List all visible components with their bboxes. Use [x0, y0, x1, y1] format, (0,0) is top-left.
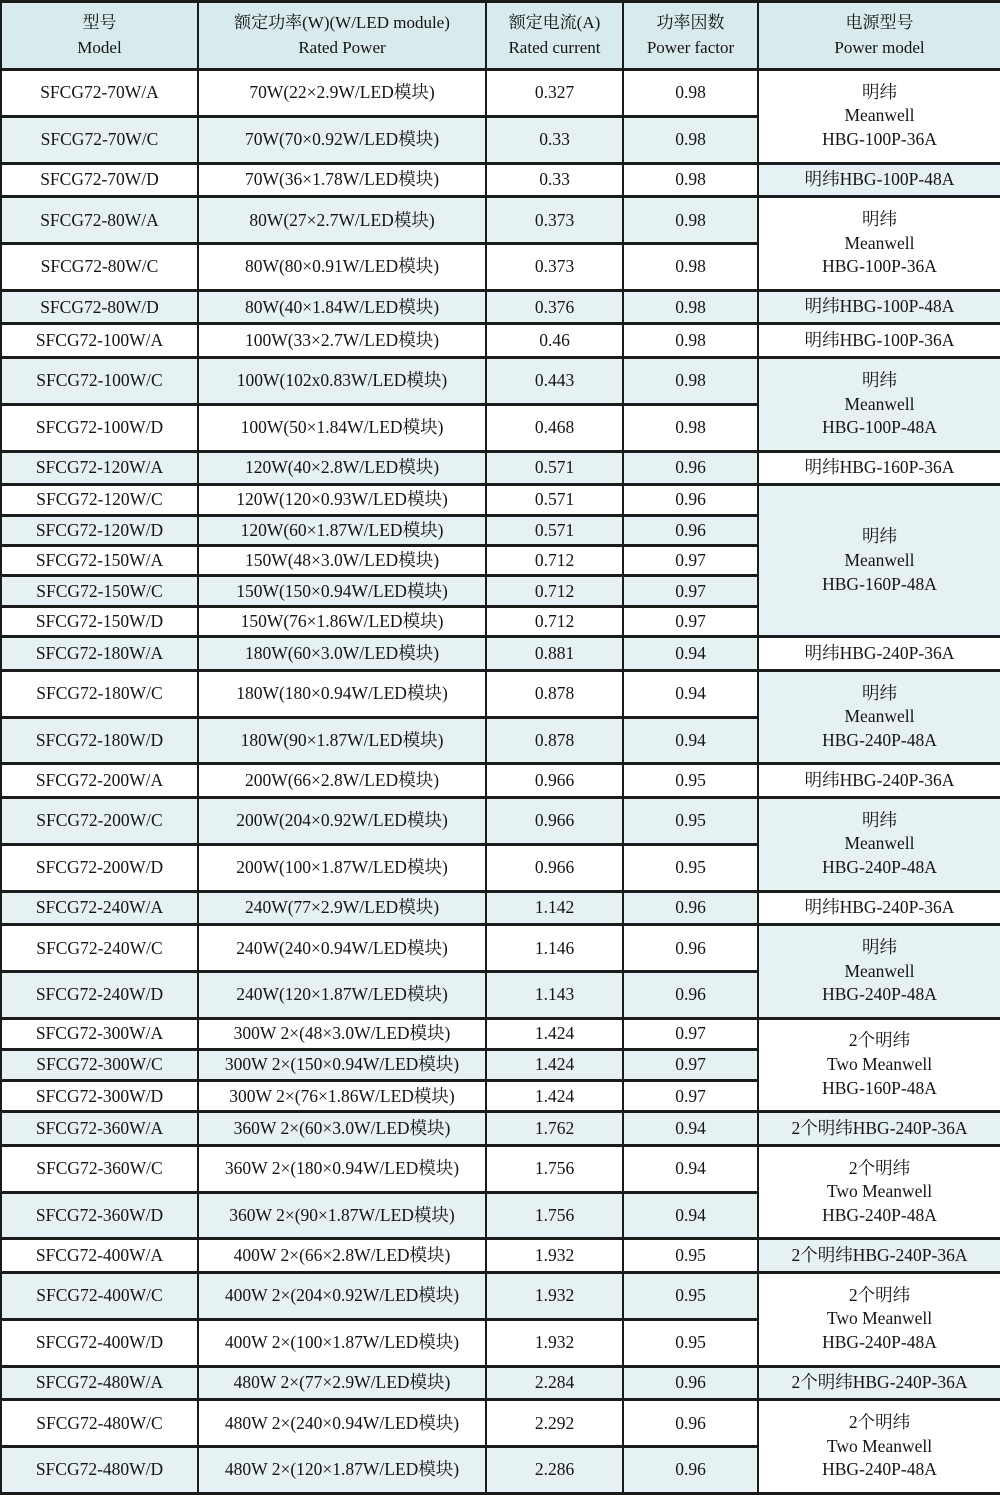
rated-power-cell: 100W(50×1.84W/LED模块)	[198, 404, 486, 451]
model-cell: SFCG72-80W/A	[1, 197, 198, 244]
rated-power-cell: 360W 2×(60×3.0W/LED模块)	[198, 1112, 486, 1146]
table-row	[1, 197, 1000, 244]
rated-power-cell: 70W(70×0.92W/LED模块)	[198, 116, 486, 163]
power-model-cell: 明纬 Meanwell HBG-100P-48A	[758, 358, 1000, 452]
table-row	[1, 637, 1000, 671]
model-cell: SFCG72-300W/A	[1, 1018, 198, 1049]
power-factor-cell: 0.98	[623, 243, 758, 290]
rated-power-cell: 80W(27×2.7W/LED模块)	[198, 197, 486, 244]
rated-power-cell: 200W(66×2.8W/LED模块)	[198, 764, 486, 798]
power-model-cell: 明纬 Meanwell HBG-240P-48A	[758, 798, 1000, 892]
model-cell: SFCG72-120W/D	[1, 515, 198, 545]
table-row	[1, 925, 1000, 972]
rated-current-cell: 0.712	[486, 606, 623, 636]
model-cell: SFCG72-200W/C	[1, 798, 198, 845]
rated-current-cell: 0.571	[486, 515, 623, 545]
model-cell: SFCG72-360W/A	[1, 1112, 198, 1146]
power-model-cell: 明纬HBG-240P-36A	[758, 637, 1000, 671]
power-model-cell: 明纬HBG-100P-48A	[758, 163, 1000, 197]
rated-power-cell: 70W(22×2.9W/LED模块)	[198, 70, 486, 117]
table-row	[1, 1366, 1000, 1400]
rated-power-cell: 400W 2×(100×1.87W/LED模块)	[198, 1319, 486, 1366]
rated-power-cell: 180W(60×3.0W/LED模块)	[198, 637, 486, 671]
rated-current-cell: 2.284	[486, 1366, 623, 1400]
power-model-cell: 明纬HBG-160P-36A	[758, 451, 1000, 485]
rated-current-cell: 0.878	[486, 717, 623, 764]
power-factor-cell: 0.98	[623, 116, 758, 163]
power-factor-cell: 0.95	[623, 1273, 758, 1320]
model-cell: SFCG72-150W/C	[1, 576, 198, 606]
rated-current-cell: 1.756	[486, 1145, 623, 1192]
table-row	[1, 1018, 1000, 1049]
power-factor-cell: 0.96	[623, 451, 758, 485]
table-row	[1, 1273, 1000, 1320]
power-model-cell: 2个明纬 Two Meanwell HBG-160P-48A	[758, 1018, 1000, 1111]
power-factor-cell: 0.98	[623, 324, 758, 358]
rated-current-cell: 0.327	[486, 70, 623, 117]
model-cell: SFCG72-400W/D	[1, 1319, 198, 1366]
model-cell: SFCG72-180W/C	[1, 670, 198, 717]
header-rated-power	[198, 2, 486, 70]
table-row	[1, 70, 1000, 117]
rated-power-cell: 360W 2×(90×1.87W/LED模块)	[198, 1192, 486, 1239]
power-factor-cell: 0.96	[623, 891, 758, 925]
rated-power-cell: 480W 2×(240×0.94W/LED模块)	[198, 1400, 486, 1447]
model-cell: SFCG72-400W/C	[1, 1273, 198, 1320]
power-factor-cell: 0.95	[623, 844, 758, 891]
model-cell: SFCG72-200W/D	[1, 844, 198, 891]
model-cell: SFCG72-360W/D	[1, 1192, 198, 1239]
power-model-cell: 明纬HBG-100P-48A	[758, 290, 1000, 324]
table-row	[1, 1112, 1000, 1146]
model-cell: SFCG72-480W/A	[1, 1366, 198, 1400]
rated-power-cell: 80W(40×1.84W/LED模块)	[198, 290, 486, 324]
rated-current-cell: 0.33	[486, 116, 623, 163]
model-cell: SFCG72-400W/A	[1, 1239, 198, 1273]
rated-current-cell: 0.468	[486, 404, 623, 451]
rated-power-cell: 240W(120×1.87W/LED模块)	[198, 971, 486, 1018]
table-row	[1, 891, 1000, 925]
rated-power-cell: 180W(90×1.87W/LED模块)	[198, 717, 486, 764]
rated-power-cell: 400W 2×(66×2.8W/LED模块)	[198, 1239, 486, 1273]
power-model-cell: 2个明纬HBG-240P-36A	[758, 1366, 1000, 1400]
rated-power-cell: 150W(150×0.94W/LED模块)	[198, 576, 486, 606]
rated-current-cell: 0.46	[486, 324, 623, 358]
power-model-cell: 明纬 Meanwell HBG-240P-48A	[758, 925, 1000, 1019]
power-factor-cell: 0.95	[623, 1319, 758, 1366]
power-factor-cell: 0.96	[623, 925, 758, 972]
rated-current-cell: 0.881	[486, 637, 623, 671]
table-row	[1, 1145, 1000, 1192]
rated-current-cell: 1.146	[486, 925, 623, 972]
model-cell: SFCG72-240W/A	[1, 891, 198, 925]
power-factor-cell: 0.98	[623, 197, 758, 244]
rated-power-cell: 120W(40×2.8W/LED模块)	[198, 451, 486, 485]
rated-current-cell: 1.756	[486, 1192, 623, 1239]
rated-current-cell: 1.424	[486, 1081, 623, 1112]
rated-power-cell: 240W(77×2.9W/LED模块)	[198, 891, 486, 925]
power-model-cell: 明纬HBG-240P-36A	[758, 764, 1000, 798]
header-model-en: Model	[77, 37, 122, 57]
table-row	[1, 358, 1000, 405]
power-factor-cell: 0.97	[623, 1018, 758, 1049]
power-model-cell: 明纬 Meanwell HBG-240P-48A	[758, 670, 1000, 764]
model-cell: SFCG72-240W/C	[1, 925, 198, 972]
power-factor-cell: 0.94	[623, 1145, 758, 1192]
model-cell: SFCG72-70W/C	[1, 116, 198, 163]
rated-power-cell: 150W(48×3.0W/LED模块)	[198, 546, 486, 576]
rated-power-cell: 120W(120×0.93W/LED模块)	[198, 485, 486, 515]
rated-current-cell: 0.443	[486, 358, 623, 405]
power-model-cell: 明纬HBG-240P-36A	[758, 891, 1000, 925]
rated-power-cell: 150W(76×1.86W/LED模块)	[198, 606, 486, 636]
rated-power-cell: 200W(100×1.87W/LED模块)	[198, 844, 486, 891]
header-rated-power-en: Rated Power	[298, 37, 386, 57]
power-factor-cell: 0.97	[623, 1081, 758, 1112]
power-model-cell: 明纬 Meanwell HBG-160P-48A	[758, 485, 1000, 637]
table-row	[1, 485, 1000, 515]
table-row	[1, 451, 1000, 485]
power-factor-cell: 0.96	[623, 971, 758, 1018]
table-row	[1, 290, 1000, 324]
power-factor-cell: 0.94	[623, 670, 758, 717]
model-cell: SFCG72-240W/D	[1, 971, 198, 1018]
rated-current-cell: 0.376	[486, 290, 623, 324]
header-power-model-zh: 电源型号	[845, 12, 914, 32]
rated-power-cell: 360W 2×(180×0.94W/LED模块)	[198, 1145, 486, 1192]
header-power-model	[758, 2, 1000, 70]
header-power-factor	[623, 2, 758, 70]
rated-current-cell: 0.878	[486, 670, 623, 717]
model-cell: SFCG72-120W/C	[1, 485, 198, 515]
model-cell: SFCG72-180W/D	[1, 717, 198, 764]
model-cell: SFCG72-300W/D	[1, 1081, 198, 1112]
rated-current-cell: 2.292	[486, 1400, 623, 1447]
rated-current-cell: 0.571	[486, 451, 623, 485]
model-cell: SFCG72-180W/A	[1, 637, 198, 671]
model-cell: SFCG72-200W/A	[1, 764, 198, 798]
power-factor-cell: 0.98	[623, 163, 758, 197]
power-model-cell: 2个明纬HBG-240P-36A	[758, 1112, 1000, 1146]
model-cell: SFCG72-100W/C	[1, 358, 198, 405]
power-factor-cell: 0.94	[623, 1112, 758, 1146]
power-factor-cell: 0.95	[623, 798, 758, 845]
power-factor-cell: 0.97	[623, 576, 758, 606]
model-cell: SFCG72-150W/D	[1, 606, 198, 636]
model-cell: SFCG72-360W/C	[1, 1145, 198, 1192]
rated-current-cell: 1.932	[486, 1319, 623, 1366]
rated-current-cell: 0.373	[486, 197, 623, 244]
model-cell: SFCG72-70W/A	[1, 70, 198, 117]
rated-current-cell: 0.373	[486, 243, 623, 290]
rated-power-cell: 400W 2×(204×0.92W/LED模块)	[198, 1273, 486, 1320]
rated-current-cell: 2.286	[486, 1446, 623, 1493]
rated-current-cell: 0.712	[486, 546, 623, 576]
rated-power-cell: 480W 2×(77×2.9W/LED模块)	[198, 1366, 486, 1400]
power-factor-cell: 0.97	[623, 606, 758, 636]
rated-current-cell: 0.571	[486, 485, 623, 515]
rated-current-cell: 0.33	[486, 163, 623, 197]
rated-current-cell: 1.762	[486, 1112, 623, 1146]
power-model-cell: 2个明纬 Two Meanwell HBG-240P-48A	[758, 1145, 1000, 1239]
rated-power-cell: 200W(204×0.92W/LED模块)	[198, 798, 486, 845]
rated-current-cell: 1.143	[486, 971, 623, 1018]
rated-power-cell: 80W(80×0.91W/LED模块)	[198, 243, 486, 290]
header-model-zh: 型号	[82, 12, 117, 32]
rated-power-cell: 70W(36×1.78W/LED模块)	[198, 163, 486, 197]
rated-current-cell: 1.424	[486, 1049, 623, 1080]
power-model-cell: 2个明纬 Two Meanwell HBG-240P-48A	[758, 1273, 1000, 1367]
rated-power-cell: 100W(33×2.7W/LED模块)	[198, 324, 486, 358]
table-row	[1, 670, 1000, 717]
power-factor-cell: 0.96	[623, 485, 758, 515]
table-body	[1, 70, 1000, 1494]
power-factor-cell: 0.96	[623, 1446, 758, 1493]
model-cell: SFCG72-120W/A	[1, 451, 198, 485]
header-power-factor-zh: 功率因数	[656, 12, 725, 32]
model-cell: SFCG72-100W/A	[1, 324, 198, 358]
model-cell: SFCG72-300W/C	[1, 1049, 198, 1080]
rated-power-cell: 180W(180×0.94W/LED模块)	[198, 670, 486, 717]
rated-power-cell: 240W(240×0.94W/LED模块)	[198, 925, 486, 972]
table-row	[1, 324, 1000, 358]
power-factor-cell: 0.98	[623, 70, 758, 117]
header-row	[1, 2, 1000, 70]
header-rated-power-zh: 额定功率(W)(W/LED module)	[234, 12, 450, 32]
rated-current-cell: 0.966	[486, 764, 623, 798]
rated-power-cell: 100W(102x0.83W/LED模块)	[198, 358, 486, 405]
model-cell: SFCG72-100W/D	[1, 404, 198, 451]
header-rated-current-en: Rated current	[508, 37, 601, 57]
power-factor-cell: 0.94	[623, 717, 758, 764]
table-row	[1, 1239, 1000, 1273]
header-rated-current	[486, 2, 623, 70]
model-cell: SFCG72-480W/D	[1, 1446, 198, 1493]
power-factor-cell: 0.94	[623, 1192, 758, 1239]
power-factor-cell: 0.98	[623, 290, 758, 324]
power-factor-cell: 0.96	[623, 1366, 758, 1400]
header-rated-current-zh: 额定电流(A)	[508, 12, 601, 32]
header-power-factor-en: Power factor	[646, 37, 735, 57]
power-factor-cell: 0.98	[623, 404, 758, 451]
table-row	[1, 798, 1000, 845]
header-model	[1, 2, 198, 70]
rated-current-cell: 1.142	[486, 891, 623, 925]
power-model-cell: 2个明纬HBG-240P-36A	[758, 1239, 1000, 1273]
model-cell: SFCG72-80W/C	[1, 243, 198, 290]
rated-current-cell: 1.932	[486, 1273, 623, 1320]
power-factor-cell: 0.96	[623, 1400, 758, 1447]
power-model-cell: 明纬HBG-100P-36A	[758, 324, 1000, 358]
rated-current-cell: 0.966	[486, 844, 623, 891]
model-cell: SFCG72-70W/D	[1, 163, 198, 197]
rated-power-cell: 300W 2×(48×3.0W/LED模块)	[198, 1018, 486, 1049]
rated-power-cell: 300W 2×(150×0.94W/LED模块)	[198, 1049, 486, 1080]
power-model-cell: 明纬 Meanwell HBG-100P-36A	[758, 70, 1000, 164]
table-row	[1, 163, 1000, 197]
header-power-model-en: Power model	[834, 37, 925, 57]
rated-power-cell: 120W(60×1.87W/LED模块)	[198, 515, 486, 545]
rated-power-cell: 480W 2×(120×1.87W/LED模块)	[198, 1446, 486, 1493]
model-cell: SFCG72-480W/C	[1, 1400, 198, 1447]
table-row	[1, 764, 1000, 798]
model-cell: SFCG72-150W/A	[1, 546, 198, 576]
power-model-cell: 明纬 Meanwell HBG-100P-36A	[758, 197, 1000, 291]
rated-current-cell: 0.966	[486, 798, 623, 845]
power-factor-cell: 0.95	[623, 764, 758, 798]
power-factor-cell: 0.98	[623, 358, 758, 405]
table-header	[1, 2, 1000, 70]
power-factor-cell: 0.95	[623, 1239, 758, 1273]
model-cell: SFCG72-80W/D	[1, 290, 198, 324]
power-factor-cell: 0.96	[623, 515, 758, 545]
table-row	[1, 1400, 1000, 1447]
rated-current-cell: 1.932	[486, 1239, 623, 1273]
power-factor-cell: 0.97	[623, 546, 758, 576]
rated-power-cell: 300W 2×(76×1.86W/LED模块)	[198, 1081, 486, 1112]
rated-current-cell: 0.712	[486, 576, 623, 606]
rated-current-cell: 1.424	[486, 1018, 623, 1049]
power-model-cell: 2个明纬 Two Meanwell HBG-240P-48A	[758, 1400, 1000, 1494]
power-factor-cell: 0.97	[623, 1049, 758, 1080]
power-factor-cell: 0.94	[623, 637, 758, 671]
